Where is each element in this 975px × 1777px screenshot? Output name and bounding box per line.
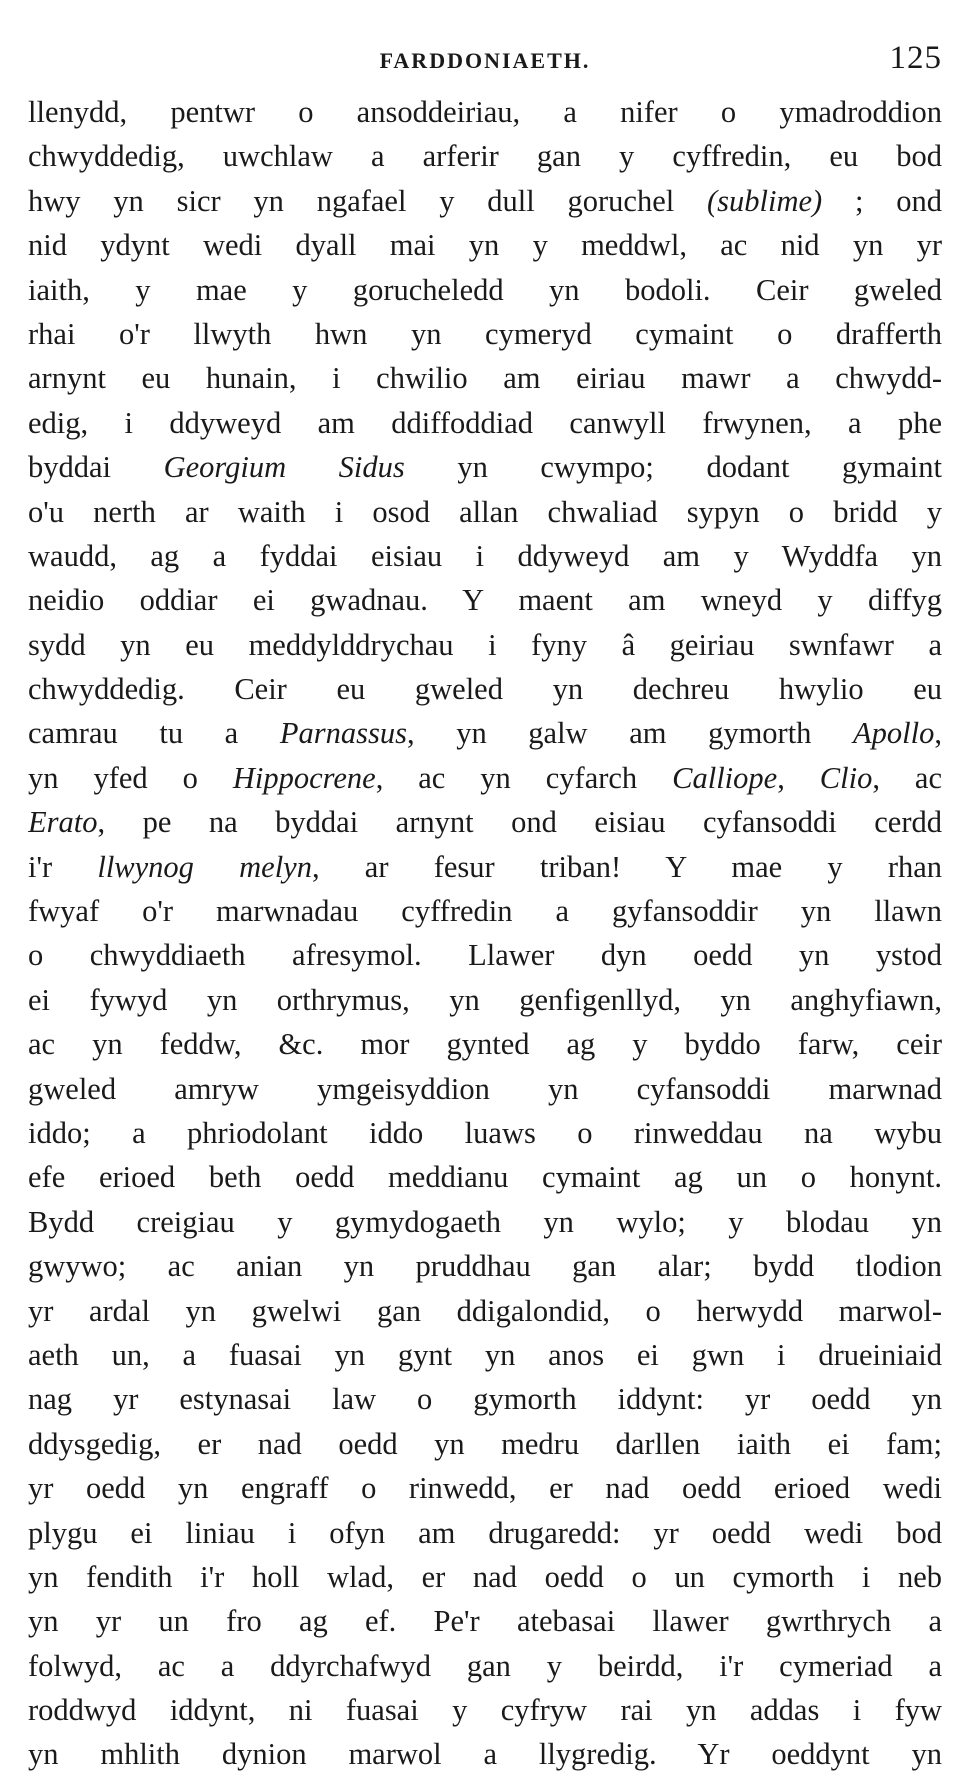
text-line (28, 1067, 942, 1111)
italic-segment: Georgium Sidus (163, 450, 405, 485)
text-segment: , ar fesur triban! Y mae y rhan (311, 849, 942, 884)
text-segment: folwyd, ac a ddyrchafwyd gan y beirdd, i'r cymeriad a (28, 1648, 942, 1683)
text-segment: o'u nerth ar waith i osod allan chwaliad sypyn o bridd y (28, 494, 942, 529)
text-segment: , yn galw am gymorth (406, 716, 854, 751)
text-line (28, 179, 942, 223)
text-segment: edig, i ddyweyd am ddiffoddiad canwyll frwynen, a phe (28, 405, 942, 440)
text-line (28, 1511, 942, 1555)
text-segment: camrau tu a (28, 716, 280, 751)
text-segment: , ac (872, 760, 942, 795)
text-line (28, 933, 942, 977)
text-line (28, 1644, 942, 1688)
italic-segment: Hippocrene (232, 760, 376, 795)
text-segment: Bydd creigiau y gymydogaeth yn wylo; y blodau yn (28, 1204, 942, 1239)
text-line (28, 534, 942, 578)
text-line (28, 1599, 942, 1643)
text-segment: efe erioed beth oedd meddianu cymaint ag un o honynt. (28, 1160, 942, 1195)
text-line (28, 1422, 942, 1466)
italic-segment: Erato (28, 805, 98, 840)
text-line (28, 623, 942, 667)
italic-segment: (sublime) (706, 183, 823, 218)
text-segment: ; ond (822, 183, 942, 218)
text-line (28, 578, 942, 622)
text-segment: fwyaf o'r marwnadau cyffredin a gyfansoddir yn llawn (28, 894, 942, 929)
running-head (28, 30, 942, 90)
text-segment: yr oedd yn engraff o rinwedd, er nad oedd erioed wedi (28, 1471, 942, 1506)
text-segment: llenydd, pentwr o ansoddeiriau, a nifer o ymadroddion (28, 95, 942, 129)
text-line (28, 1333, 942, 1377)
italic-segment: Apollo (853, 716, 935, 751)
text-line (28, 756, 942, 800)
text-segment: iddo; a phriodolant iddo luaws o rinweddau na wybu (28, 1115, 942, 1150)
text-line (28, 978, 942, 1022)
italic-segment: Clio (819, 760, 873, 795)
text-line (28, 445, 942, 489)
text-segment: ac yn feddw, &c. mor gynted ag y byddo farw, ceir (28, 1027, 942, 1062)
text-segment: arnynt eu hunain, i chwilio am eiriau mawr a chwydd- (28, 361, 942, 396)
text-segment: gwywo; ac anian yn pruddhau gan alar; bydd tlodion (28, 1249, 942, 1284)
text-line (28, 800, 942, 844)
text-line (28, 134, 942, 178)
text-line (28, 1155, 942, 1199)
text-segment: yn fendith i'r holl wlad, er nad oedd o un cymorth i neb (28, 1559, 942, 1594)
text-segment: o chwyddiaeth afresymol. Llawer dyn oedd yn ystod (28, 938, 942, 973)
text-segment: iaith, y mae y gorucheledd yn bodoli. Ceir gweled (28, 272, 942, 307)
text-segment: rhai o'r llwyth hwn yn cymeryd cymaint o drafferth (28, 316, 942, 351)
text-segment: yn mhlith dynion marwol a llygredig. Yr oeddynt yn (28, 1737, 942, 1772)
text-segment: , (934, 716, 942, 751)
text-segment: sydd yn eu meddylddrychau i fyny â geiriau swnfawr a (28, 627, 942, 662)
text-line (28, 1732, 942, 1776)
text-line (28, 1555, 942, 1599)
body-text (28, 90, 942, 1777)
text-segment: gweled amryw ymgeisyddion yn cyfansoddi marwnad (28, 1071, 942, 1106)
italic-segment: llwynog melyn (97, 849, 312, 884)
text-line (28, 1111, 942, 1155)
text-segment: byddai (28, 450, 164, 485)
text-line (28, 356, 942, 400)
text-segment: nid ydynt wedi dyall mai yn y meddwl, ac nid yn yr (28, 228, 942, 263)
page-number: 125 (889, 40, 942, 76)
text-segment: hwy yn sicr yn ngafael y dull goruchel (28, 183, 707, 218)
text-segment: ei fywyd yn orthrymus, yn genfigenllyd, yn anghyfiawn, (28, 982, 942, 1017)
text-line (28, 889, 942, 933)
text-segment: roddwyd iddynt, ni fuasai y cyfryw rai yn addas i fyw (28, 1693, 942, 1728)
italic-segment: Parnassus (279, 716, 407, 751)
text-segment: , ac yn cyfarch (375, 760, 673, 795)
text-line (28, 312, 942, 356)
text-line (28, 1244, 942, 1288)
text-line (28, 90, 942, 134)
text-segment: , pe na byddai arnynt ond eisiau cyfansoddi cerdd (97, 805, 942, 840)
text-segment: neidio oddiar ei gwadnau. Y maent am wneyd y diffyg (28, 583, 942, 618)
text-line (28, 1289, 942, 1333)
italic-segment: Calliope (672, 760, 778, 795)
text-line (28, 1466, 942, 1510)
text-segment: waudd, ag a fyddai eisiau i ddyweyd am y Wyddfa yn (28, 538, 942, 573)
text-segment: ddysgedig, er nad oedd yn medru darllen iaith ei fam; (28, 1426, 942, 1461)
text-line (28, 1377, 942, 1421)
text-line (28, 1200, 942, 1244)
text-segment: yn yr un fro ag ef. Pe'r atebasai llawer gwrthrych a (28, 1604, 942, 1639)
text-segment: i'r (28, 849, 98, 884)
book-page (28, 30, 942, 1772)
text-line (28, 667, 942, 711)
text-segment: yn cwympo; dodant gymaint (404, 450, 942, 485)
text-line (28, 268, 942, 312)
text-segment: plygu ei liniau i ofyn am drugaredd: yr oedd wedi bod (28, 1515, 942, 1550)
text-line (28, 1022, 942, 1066)
text-segment: , (777, 760, 820, 795)
text-segment: yr ardal yn gwelwi gan ddigalondid, o herwydd marwol- (28, 1293, 942, 1328)
text-line (28, 845, 942, 889)
text-segment: chwyddedig, uwchlaw a arferir gan y cyffredin, eu bod (28, 139, 942, 174)
text-line (28, 490, 942, 534)
running-title: FARDDONIAETH. (379, 48, 591, 73)
text-segment: aeth un, a fuasai yn gynt yn anos ei gwn i drueiniaid (28, 1337, 942, 1372)
text-line (28, 1688, 942, 1732)
text-segment: chwyddedig. Ceir eu gweled yn dechreu hwylio eu (28, 672, 942, 707)
text-line (28, 711, 942, 755)
text-segment: yn yfed o (28, 760, 233, 795)
text-segment: nag yr estynasai law o gymorth iddynt: yr oedd yn (28, 1382, 942, 1417)
text-line (28, 401, 942, 445)
text-line (28, 223, 942, 267)
